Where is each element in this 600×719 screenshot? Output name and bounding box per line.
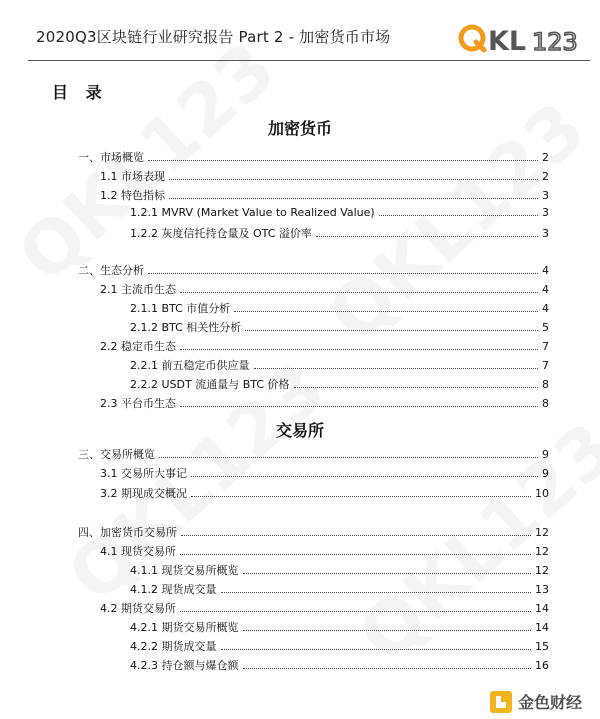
toc-entry[interactable]	[100, 465, 549, 481]
toc-entry-label: 2.3 平台币生态	[100, 397, 176, 410]
toc-entry[interactable]	[130, 581, 549, 597]
dot-leader	[180, 406, 538, 407]
toc-entry-label: 2.1.2 BTC 相关性分析	[130, 321, 242, 334]
toc-entry-label: 2.2.1 前五稳定币供应量	[130, 359, 250, 372]
toc-entry-page: 12	[535, 564, 549, 577]
toc-entry-label: 2.2 稳定币生态	[100, 340, 176, 353]
jinse-logo-icon	[490, 691, 512, 713]
toc-entry-page: 15	[535, 640, 549, 653]
dot-leader	[180, 554, 531, 555]
toc-entry-label: 4.2 期货交易所	[100, 602, 176, 615]
toc-entry-page: 14	[535, 602, 549, 615]
qkl123-logo	[458, 22, 588, 60]
toc-entry-page: 3	[542, 189, 549, 202]
toc-entry-label: 4.1.2 现货成交量	[130, 583, 217, 596]
toc-entry-label: 4.1 现货交易所	[100, 545, 176, 558]
dot-leader	[148, 160, 538, 161]
toc-entry-page: 4	[542, 264, 549, 277]
dot-leader	[191, 496, 531, 497]
dot-leader	[180, 349, 538, 350]
dot-leader	[294, 387, 539, 388]
toc-entry-label: 3.1 交易所大事记	[100, 467, 187, 480]
toc-entry[interactable]	[130, 225, 549, 241]
toc-entry-label: 2.2.2 USDT 流通量与 BTC 价格	[130, 378, 290, 391]
toc-entry[interactable]	[100, 395, 549, 411]
toc-entry[interactable]	[100, 281, 549, 297]
dot-leader	[181, 535, 531, 536]
toc-heading: 目 录	[52, 83, 108, 102]
toc-entry-label: 1.2.2 灰度信托持仓量及 OTC 溢价率	[130, 227, 312, 240]
toc-entry[interactable]	[130, 638, 549, 654]
dot-leader	[254, 368, 539, 369]
toc-entry[interactable]	[130, 376, 549, 392]
toc-entry-page: 5	[542, 321, 549, 334]
toc-entry-page: 3	[542, 227, 549, 240]
footer-brand	[490, 690, 582, 713]
toc-entry-label: 1.2.1 MVRV (Market Value to Realized Value)	[130, 206, 375, 219]
dot-leader	[243, 668, 532, 669]
toc-entry[interactable]	[130, 300, 549, 316]
toc-entry-page: 9	[542, 448, 549, 461]
dot-leader	[243, 573, 532, 574]
toc-entry-label: 2.1 主流币生态	[100, 283, 176, 296]
toc-entry[interactable]	[100, 338, 549, 354]
toc-entry-page: 12	[535, 526, 549, 539]
toc-entry-label: 1.2 特色指标	[100, 189, 165, 202]
dot-leader	[180, 292, 538, 293]
toc-entry-page: 12	[535, 545, 549, 558]
toc-entry-label: 4.1.1 现货交易所概览	[130, 564, 239, 577]
toc-entry[interactable]	[78, 149, 549, 165]
section-title: 交易所	[275, 421, 324, 440]
toc-entry[interactable]	[78, 524, 549, 540]
toc-entry[interactable]	[78, 262, 549, 278]
dot-leader	[379, 215, 538, 216]
toc-entry[interactable]	[130, 562, 549, 578]
toc-entry-page: 4	[542, 302, 549, 315]
toc-entry-page: 8	[542, 397, 549, 410]
toc-entry-label: 二、生态分析	[78, 264, 144, 277]
dot-leader	[245, 330, 538, 331]
dot-leader	[180, 611, 531, 612]
toc-entry[interactable]	[130, 619, 549, 635]
dot-leader	[191, 476, 538, 477]
toc-entry[interactable]	[100, 168, 549, 184]
toc-entry-page: 13	[535, 583, 549, 596]
toc-entry-label: 三、交易所概览	[78, 448, 155, 461]
svg-text:KL: KL	[488, 26, 527, 56]
svg-text:123: 123	[532, 28, 578, 56]
toc-entry-page: 2	[542, 170, 549, 183]
dot-leader	[159, 457, 538, 458]
toc-entry-page: 16	[535, 659, 549, 672]
toc-entry[interactable]	[78, 446, 549, 462]
toc-entry-page: 3	[542, 206, 549, 219]
toc-entry[interactable]	[130, 206, 549, 222]
toc-entry-page: 4	[542, 283, 549, 296]
header-divider	[28, 60, 590, 61]
dot-leader	[243, 630, 532, 631]
toc-entry[interactable]	[100, 485, 549, 501]
toc-entry[interactable]	[130, 657, 549, 673]
toc-entry-page: 7	[542, 340, 549, 353]
dot-leader	[169, 179, 538, 180]
report-title: 2020Q3区块链行业研究报告 Part 2 - 加密货币市场	[36, 28, 391, 46]
toc-entry-label: 4.2.3 持仓额与爆仓额	[130, 659, 239, 672]
toc-entry-page: 14	[535, 621, 549, 634]
toc-entry-label: 1.1 市场表现	[100, 170, 165, 183]
toc-entry[interactable]	[100, 187, 549, 203]
toc-entry-page: 7	[542, 359, 549, 372]
section-title: 加密货币	[267, 119, 332, 138]
toc-entry-page: 10	[535, 487, 549, 500]
footer-brand-text: 金色财经	[518, 693, 583, 712]
toc-entry-page: 9	[542, 467, 549, 480]
toc-entry-label: 3.2 期现成交概况	[100, 487, 187, 500]
toc-entry-label: 2.1.1 BTC 市值分析	[130, 302, 231, 315]
toc-entry[interactable]	[130, 319, 549, 335]
page-header	[0, 0, 600, 60]
toc-entry-label: 一、市场概览	[78, 151, 144, 164]
toc-entry-label: 4.2.2 期货成交量	[130, 640, 217, 653]
toc-entry-page: 2	[542, 151, 549, 164]
toc-entry-label: 四、加密货币交易所	[78, 526, 177, 539]
dot-leader	[148, 273, 538, 274]
dot-leader	[234, 311, 538, 312]
toc-entry-page: 8	[542, 378, 549, 391]
dot-leader	[316, 236, 538, 237]
dot-leader	[221, 649, 532, 650]
dot-leader	[221, 592, 532, 593]
toc-entry[interactable]	[100, 600, 549, 616]
dot-leader	[169, 198, 538, 199]
toc-entry-label: 4.2.1 期货交易所概览	[130, 621, 239, 634]
toc-entry[interactable]	[130, 357, 549, 373]
toc-entry[interactable]	[100, 543, 549, 559]
